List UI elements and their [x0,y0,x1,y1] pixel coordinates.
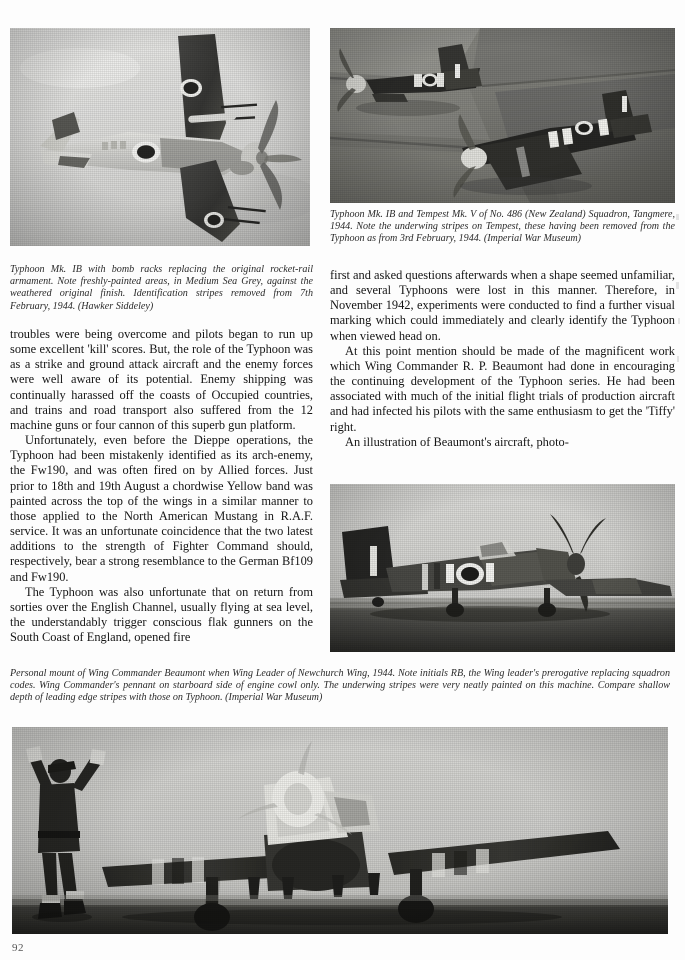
marshaller-typhoon-illustration [12,727,668,934]
figure-typhoon-underside-caption: Typhoon Mk. IB with bomb racks replacing the original rocket-rail armament. Note freshly-painted areas, in Medium Sea Grey, against the weathered original finish. Identification stripes removed from 7th February, 1944. (Hawker Siddeley) [10,264,313,312]
paragraph-left-2: Unfortunately, even before the Dieppe operations, the Typhoon had been mistakenly identified as its arch-enemy, the Fw190, and was often fired on by Allied forces. Just prior to 18th and 19th August a chordwise Yellow band was painted across the top of the wings in a similar manner to those applied to the North American Mustang in R.A.F. service. It was an unfortunate coincidence that the two latest additions to the strength of Fighter Command should, respectively, bear a strong resemblance to the German Bf109 and Fw190. [10,433,313,584]
paragraph-left-1: troubles were being overcome and pilots began to run up some excellent 'kill' scores. But, the role of the Typhoon was as a strike and ground attack aircraft and the enemy forces were well aware of its potential. Enemy shipping was continually harassed off the coasts of Occupied countries, and trains and road transport also suffered from the 12 machine guns or four cannon of this superb gun platform. [10,327,313,432]
scan-edge-mark [676,282,679,289]
paragraph-right-3: An illustration of Beaumont's aircraft, photo- [345,434,569,449]
beaumont-typhoon-illustration [330,484,675,652]
paragraph-left-3: The Typhoon was also unfortunate that on return from sorties over the English Channel, usually flying at sea level, the understandably trigger conscious flak gunners on the South Coast of England, opened fire [10,584,313,645]
body-column-left [10,327,313,645]
figure-beaumont-aircraft-photo [330,484,675,652]
scan-edge-mark [676,214,679,220]
figure-typhoon-underside-photo [10,28,310,246]
figure-marshaller-typhoon-photo [12,727,668,934]
figure-typhoon-tempest-caption: Typhoon Mk. IB and Tempest Mk. V of No. 486 (New Zealand) Squadron, Tangmere, 1944. Note the underwing stripes on Tempest, these having been removed from the Typhoon as from 3rd February, 1944. (Imperial War Museum) [330,209,675,245]
figure-typhoon-tempest-photo [330,28,675,203]
scan-edge-mark [678,318,680,324]
figure-marshaller-typhoon-caption: Personal mount of Wing Commander Beaumont when Wing Leader of Newchurch Wing, 1944. Note initials RB, the Wing leader's prerogative replacing squadron codes. Wing Commander's pennant on starboard side of engine cowl only. The underwing stripes were very neatly painted on this machine. Compare shallow depth of leading edge stripes with those on Typhoon. (Imperial War Museum) [10,668,670,704]
typhoon-tempest-illustration [330,28,675,203]
scan-edge-mark [677,356,679,362]
typhoon-underside-illustration [10,28,310,246]
paragraph-right-2: At this point mention should be made of the magnificent work which Wing Commander R. P. Beaumont had done in encouraging the continuing development of the Typhoon series. He had been associated with much of the initial flight trials of production aircraft and had infected his pilots with the same enthusiasm to get the 'Tiffy' right. [330,343,675,434]
paragraph-right-1: first and asked questions afterwards when a shape seemed unfamiliar, and several Typhoons were lost in this manner. Therefore, in November 1942, experiments were conducted to find a further visual marking which could immediately and clearly identify the Typhoon when viewed head on. [330,268,675,343]
body-column-right [330,268,675,450]
page-number: 92 [12,942,24,954]
